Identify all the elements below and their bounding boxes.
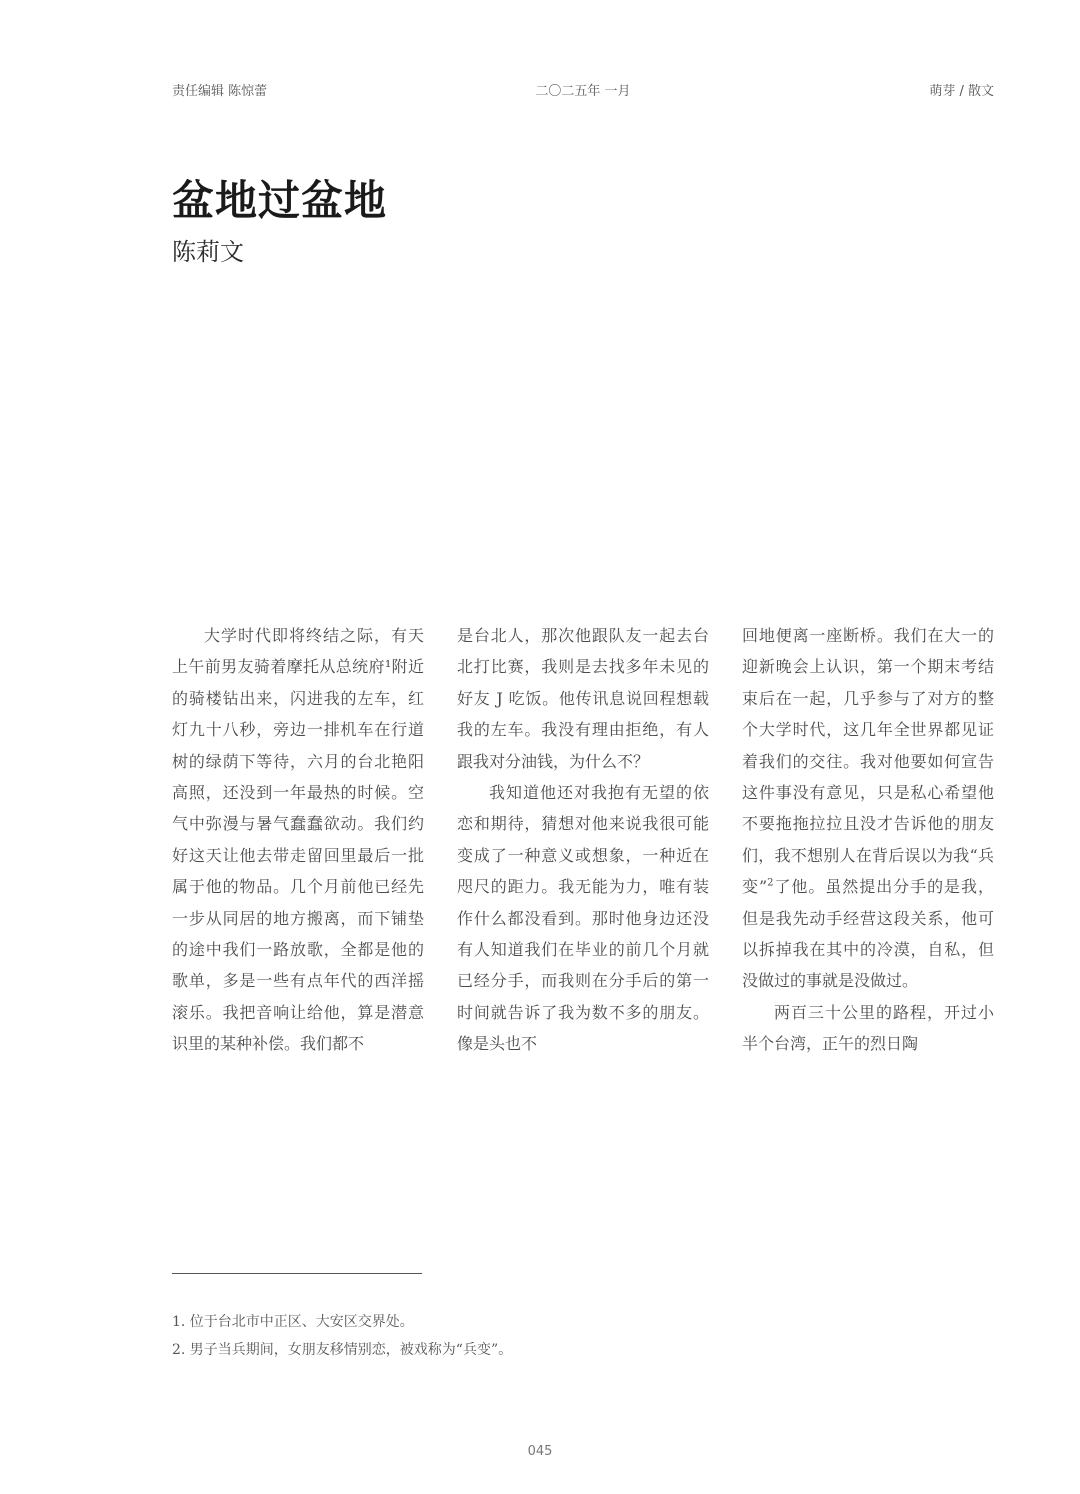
footnote-2: 2. 男子当兵期间，女朋友移情别恋，被戏称为“兵变”。 xyxy=(172,1342,513,1358)
body-column-1 xyxy=(172,620,424,1060)
article-author: 陈莉文 xyxy=(172,238,244,266)
body-column-3 xyxy=(742,620,994,1060)
footnote-ref: 2 xyxy=(767,877,774,889)
paragraph: 是台北人，那次他跟队友一起去台北打比赛，我则是去找多年未见的好友 J 吃饭。他传讯息说回程想载我的左车。我没有理由拒绝，有人跟我对分油钱，为什么不？ xyxy=(457,626,709,771)
paragraph-text: 回地便离一座断桥。我们在大一的迎新晚会上认识，第一个期末考结束后在一起，几乎参与了对方的整个大学时代，这几年全世界都见证着我们的交往。我对他要如何宣告这件事没有意见，只是私心希望他不要拖拖拉拉且没才告诉他的朋友们，我不想别人在背后误以为我“兵变” xyxy=(742,626,994,897)
paragraph-text: 了他。虽然提出分手的是我，但是我先动手经营这段关系，他可以拆掉我在其中的冷漠，自私，但没做过的事就是没做过。 xyxy=(742,877,994,991)
article-body xyxy=(172,620,994,1140)
editor-credit: 责任编辑 陈惊蕾 xyxy=(172,84,268,99)
paragraph: 两百三十公里的路程，开过小半个台湾，正午的烈日陶 xyxy=(742,1002,994,1054)
paragraph: 我知道他还对我抱有无望的依恋和期待，猜想对他来说我很可能变成了一种意义或想象，一种近在咫尺的距力。我无能为力，唯有装作什么都没看到。那时他身边还没有人知道我们在毕业的前几个月就已经分手，而我则在分手后的第一时间就告诉了我为数不多的朋友。像是头也不 xyxy=(457,783,709,1054)
paragraph: 大学时代即将终结之际，有天上午前男友骑着摩托从总统府¹附近的骑楼钻出来，闪进我的左车，红灯九十八秒，旁边一排机车在行道树的绿荫下等待，六月的台北艳阳高照，还没到一年最热的时候。空气中弥漫与暑气蠢蠢欲动。我们约好这天让他去带走留回里最后一批属于他的物品。几个月前他已经先一步从同居的地方搬离，而下铺垫的途中我们一路放歌，全都是他的歌单，多是一些有点年代的西洋摇滚乐。我把音响让给他，算是潜意识里的某种补偿。我们都不 xyxy=(172,626,424,1054)
article-title: 盆地过盆地 xyxy=(172,176,388,225)
footnote-divider xyxy=(172,1273,422,1274)
footnote-1: 1. 位于台北市中正区、大安区交界处。 xyxy=(172,1314,414,1330)
issue-date: 二〇二五年 一月 xyxy=(535,84,631,99)
body-column-2 xyxy=(457,620,709,1060)
paragraph xyxy=(742,620,994,997)
running-header xyxy=(172,80,994,100)
section-label: 萌芽 / 散文 xyxy=(929,84,994,99)
footnotes xyxy=(172,1308,994,1364)
page-number: 045 xyxy=(527,1444,553,1459)
